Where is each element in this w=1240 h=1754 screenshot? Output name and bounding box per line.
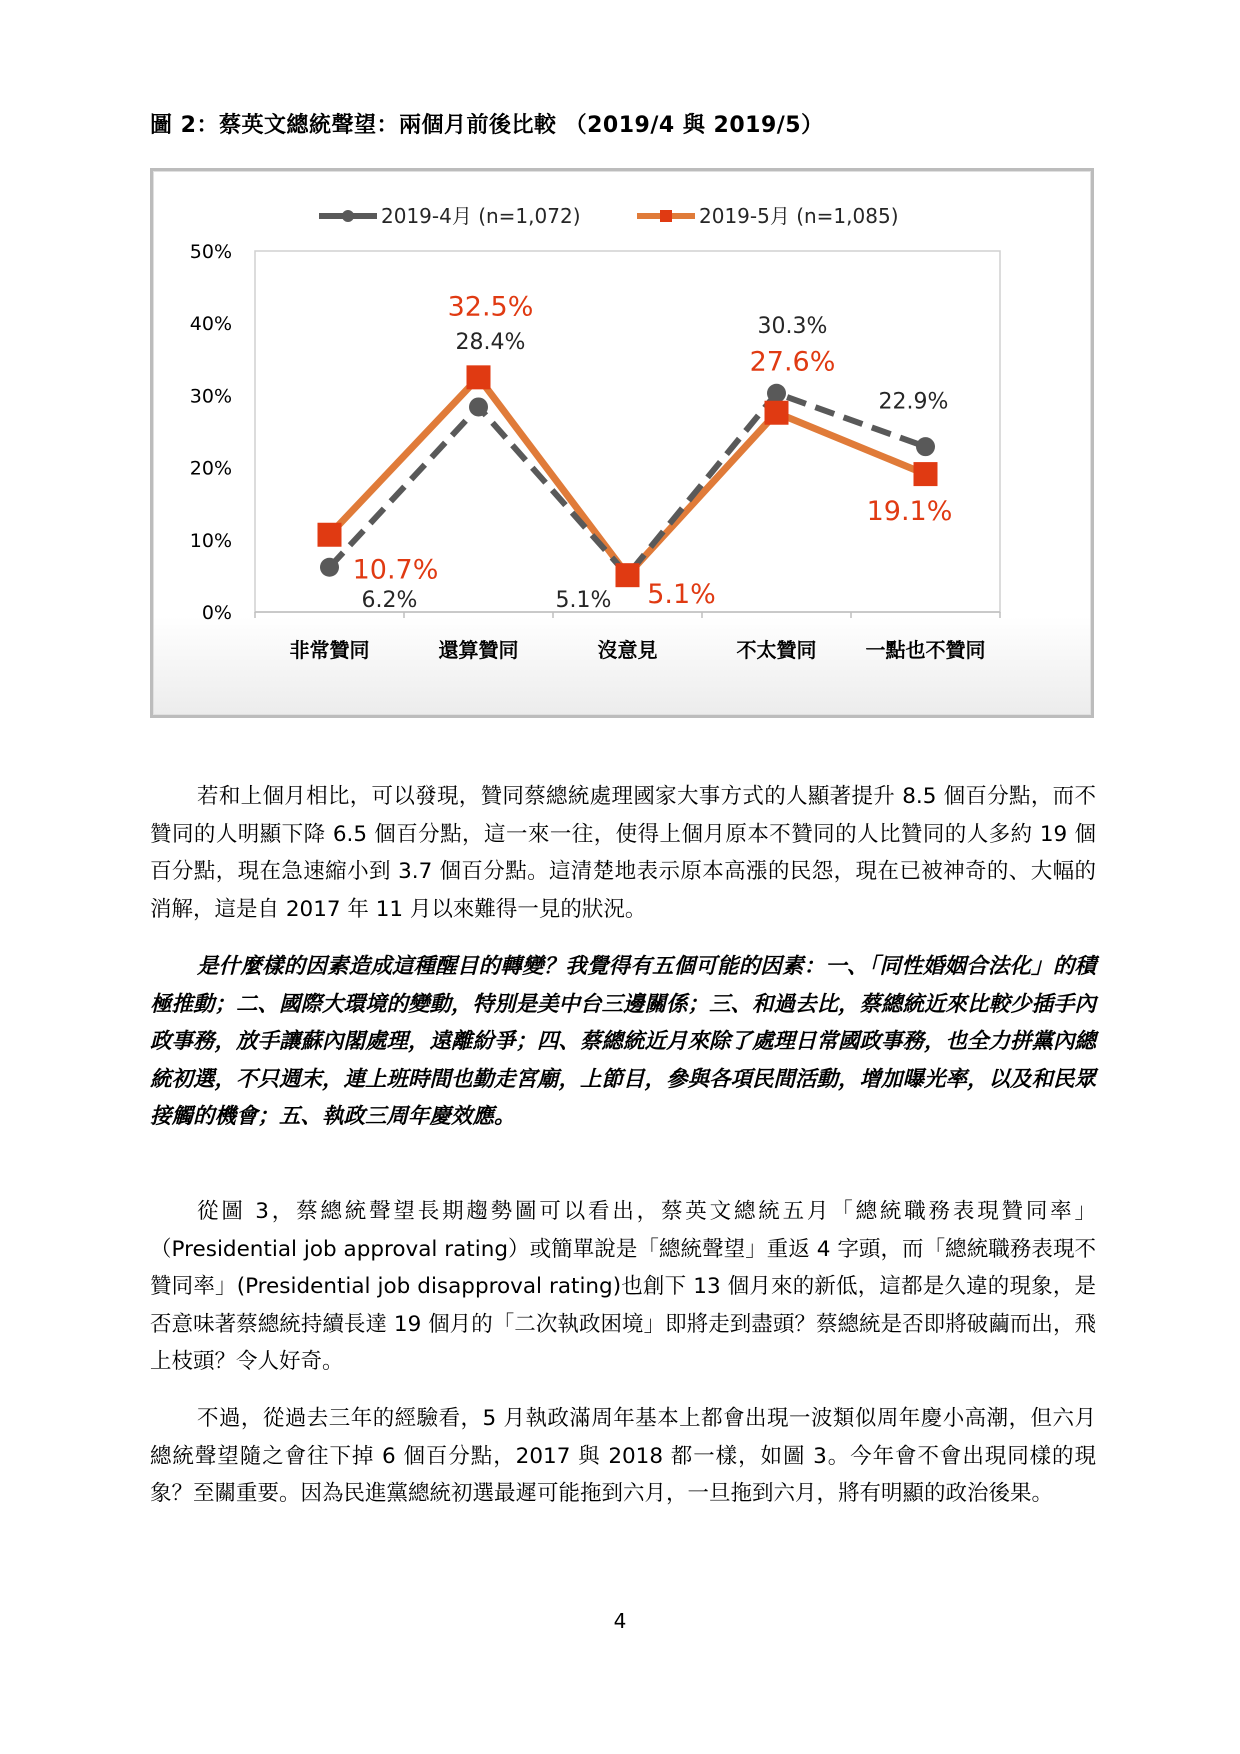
series-2019-04-point	[767, 384, 786, 403]
x-category-label: 非常贊同	[289, 638, 370, 662]
y-tick-label: 40%	[189, 313, 232, 336]
data-label-2019-04: 6.2%	[361, 588, 418, 614]
data-label-2019-05: 10.7%	[352, 554, 439, 586]
series-2019-05-line	[330, 377, 926, 575]
data-label-2019-04: 22.9%	[878, 389, 949, 415]
x-category-label: 還算贊同	[438, 638, 519, 662]
data-label-2019-04: 30.3%	[757, 314, 828, 340]
legend-label-1: 2019-4月 (n=1,072)	[381, 204, 581, 228]
series-2019-04-point	[320, 558, 339, 577]
data-label-2019-04: 5.1%	[555, 588, 612, 614]
line-chart	[150, 168, 1094, 718]
paragraph-1: 若和上個月相比，可以發現，贊同蔡總統處理國家大事方式的人顯著提升 8.5 個百分點，而不贊同的人明顯下降 6.5 個百分點，這一來一往，使得上個月原本不贊同的人比贊同的人多約 19 個百分點，現在急速縮小到 3.7 個百分點。這清楚地表示原本高漲的民怨，現在已被神奇的、大幅的消解，這是自 2017 年 11 月以來難得一見的狀況。	[150, 784, 1096, 922]
x-category-label: 一點也不贊同	[865, 638, 986, 662]
y-tick-label: 30%	[189, 385, 232, 408]
figure-caption: 圖 2：蔡英文總統聲望：兩個月前後比較 （2019/4 與 2019/5）	[150, 113, 824, 138]
data-label-2019-05: 19.1%	[866, 496, 953, 528]
series-2019-04-line	[330, 393, 926, 575]
y-tick-label: 50%	[189, 241, 232, 263]
series-2019-05-point	[765, 401, 789, 425]
paragraph-3: 從圖 3，蔡總統聲望長期趨勢圖可以看出，蔡英文總統五月「總統職務表現贊同率」（Presidential job approval rating）或簡單說是「總統聲望」重返 4 字頭，而「總統職務表現不贊同率」(Presidential job disapproval rating)也創下 13 個月來的新低，這都是久違的現象，是否意味著蔡總統持續長達 19 個月的「二次執政困境」即將走到盡頭？蔡總統是否即將破繭而出，飛上枝頭？令人好奇。	[150, 1199, 1096, 1374]
paragraph-4: 不過，從過去三年的經驗看，5 月執政滿周年基本上都會出現一波類似周年慶小高潮，但六月總統聲望隨之會往下掉 6 個百分點，2017 與 2018 都一樣，如圖 3。今年會不會出現同樣的現象？至關重要。因為民進黨總統初選最遲可能拖到六月，一旦拖到六月，將有明顯的政治後果。	[150, 1406, 1096, 1506]
series-2019-05-point	[318, 523, 342, 547]
data-label-2019-05: 32.5%	[447, 291, 534, 323]
series-2019-05-point	[914, 462, 938, 486]
series-2019-04-point	[469, 397, 488, 416]
data-label-2019-04: 28.4%	[455, 329, 526, 355]
chart-svg	[153, 171, 1091, 715]
y-tick-label: 0%	[201, 602, 232, 624]
y-tick-label: 20%	[189, 457, 232, 480]
legend-marker-2	[660, 210, 672, 222]
x-category-label: 不太贊同	[736, 638, 817, 662]
paragraph-2: 是什麼樣的因素造成這種醒目的轉變？我覺得有五個可能的因素：一、「同性婚姻合法化」的積極推動；二、國際大環境的變動，特別是美中台三邊關係；三、和過去比，蔡總統近來比較少插手內政事務，放手讓蘇內閣處理，遠離紛爭；四、蔡總統近月來除了處理日常國政事務，也全力拼黨內總統初選，不只週末，連上班時間也勤走宮廟，上節目，參與各項民間活動，增加曝光率，以及和民眾接觸的機會；五、執政三周年慶效應。	[150, 954, 1097, 1129]
series-2019-04-point	[916, 437, 935, 456]
legend-marker-1	[342, 210, 354, 222]
series-2019-05-point	[467, 365, 491, 389]
data-label-2019-05: 27.6%	[749, 346, 836, 378]
page-number: 4	[613, 1609, 627, 1633]
legend-label-2: 2019-5月 (n=1,085)	[699, 204, 899, 228]
y-tick-label: 10%	[189, 529, 232, 552]
data-label-2019-05: 5.1%	[647, 579, 716, 611]
series-2019-05-point	[616, 563, 640, 587]
x-category-label: 沒意見	[597, 638, 658, 662]
